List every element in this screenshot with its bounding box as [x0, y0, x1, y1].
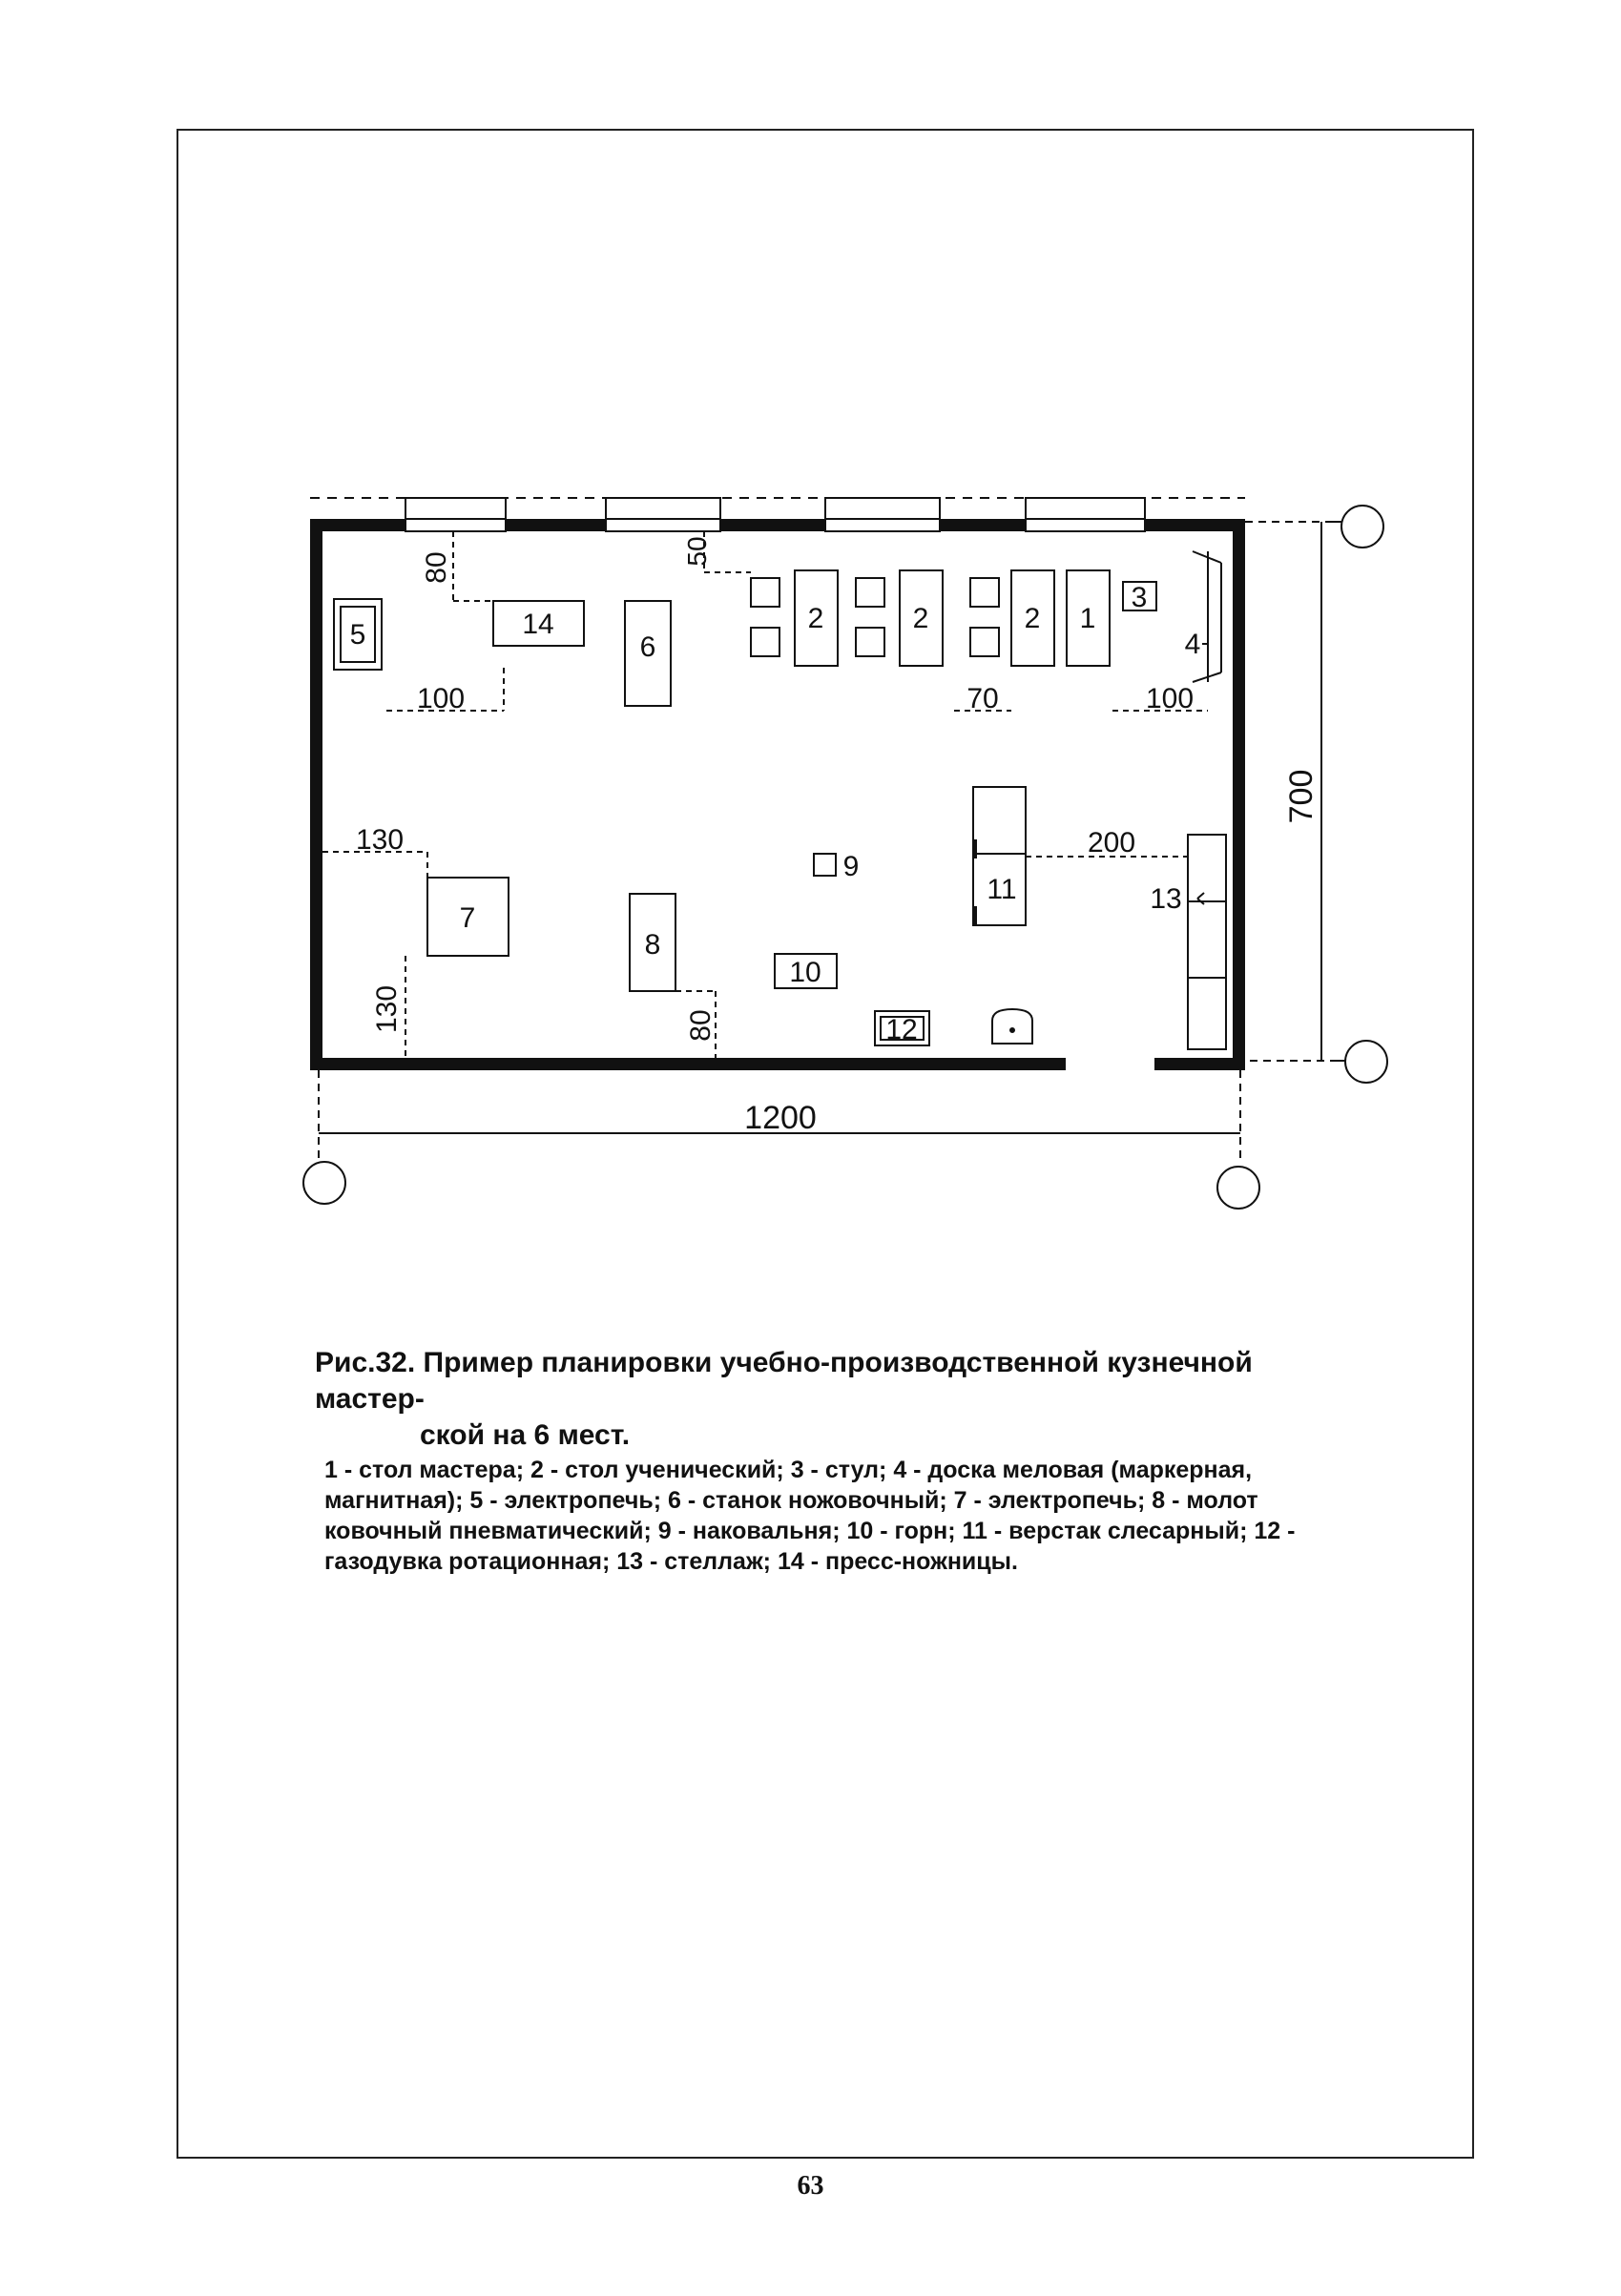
item-14-label: 14	[522, 609, 554, 640]
item-7-label: 7	[459, 902, 476, 934]
item-12-label: 12	[885, 1014, 918, 1045]
item-8-label: 8	[644, 929, 661, 961]
dim-100-right-label: 100	[1145, 683, 1195, 714]
caption-line-2: ской на 6 мест.	[420, 1419, 631, 1451]
page-number: 63	[797, 2171, 824, 2201]
item-2b-label: 2	[912, 603, 929, 634]
dim-50-top-label: 50	[682, 536, 712, 567]
item-6-label: 6	[639, 631, 656, 663]
item-2a-label: 2	[807, 603, 824, 634]
window-strip	[310, 498, 1245, 520]
dim-80-bottom-label: 80	[685, 1009, 717, 1042]
dim-130-side-label: 130	[371, 984, 403, 1034]
item-5-label: 5	[349, 619, 366, 651]
item-13-label: 13	[1150, 883, 1182, 915]
item-4-chalk-board	[1193, 551, 1221, 682]
item-3-label: 3	[1131, 582, 1148, 613]
dim-200-label: 200	[1087, 827, 1136, 858]
chairs	[751, 578, 999, 656]
dimension-1200	[303, 1070, 1259, 1209]
item-11-label: 11	[987, 874, 1017, 905]
sink-icon	[992, 1009, 1032, 1044]
dim-80-top-label: 80	[421, 551, 452, 584]
dim-1200-label: 1200	[744, 1100, 817, 1136]
figure-caption	[315, 1345, 1345, 1454]
caption-line-1: Рис.32. Пример планировки учебно-производственной кузнечной мастер-	[315, 1347, 1253, 1415]
item-10-label: 10	[789, 957, 821, 988]
dim-700-label: 700	[1283, 769, 1320, 824]
item-4-label: 4	[1184, 629, 1201, 660]
clearance-lines	[322, 531, 1208, 1058]
figure-legend: 1 - стол мастера; 2 - стол ученический; 3 - стул; 4 - доска меловая (маркерная, магнитная); 5 - электропечь; 6 - станок ножовочный; 7 - электропечь; 8 - молот ковочный пневматический; 9 - наковальня; 10 - горн; 11 - верстак слесарный; 12 - газодувка ротационная; 13 - стеллаж; 14 - пресс-ножницы.	[324, 1457, 1296, 1575]
item-9-anvil	[814, 854, 836, 876]
item-13-rack	[1188, 835, 1226, 1049]
dim-70-label: 70	[966, 683, 999, 714]
item-1-label: 1	[1079, 603, 1096, 634]
dim-100-left-label: 100	[416, 683, 466, 714]
item-2c-label: 2	[1024, 603, 1041, 634]
item-9-label: 9	[842, 851, 860, 882]
dim-130-top-label: 130	[355, 824, 405, 856]
